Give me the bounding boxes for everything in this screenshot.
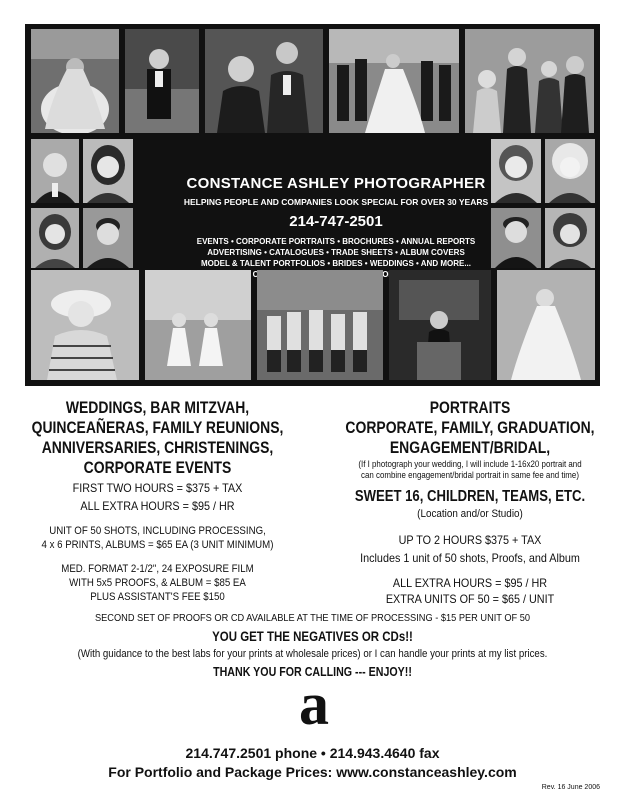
photo-wedding-party [329, 29, 459, 133]
weddings-heading-3: ANNIVERSARIES, CHRISTENINGS, [41, 438, 274, 457]
portraits-sweet16: SWEET 16, CHILDREN, TEAMS, ETC. [354, 488, 586, 505]
thank-you: THANK YOU FOR CALLING --- ENJOY!! [213, 664, 412, 679]
weddings-heading-2: QUINCEAÑERAS, FAMILY REUNIONS, [31, 418, 284, 437]
portraits-title: PORTRAITS [429, 398, 511, 417]
photo-team-group [257, 270, 383, 380]
portraits-extra-hours: ALL EXTRA HOURS = $95 / HR [392, 576, 548, 590]
photo-flower-girls [145, 270, 251, 380]
contact-line: 214.747.2501 phone • 214.943.4640 fax [185, 745, 440, 761]
revision-date: Rev. 16 June 2006 [541, 784, 600, 791]
business-name: CONSTANCE ASHLEY PHOTOGRAPHER [186, 175, 486, 192]
weddings-heading-1: WEDDINGS, BAR MITZVAH, [65, 398, 250, 417]
weddings-heading-4: CORPORATE EVENTS [83, 458, 232, 477]
portraits-includes: Includes 1 unit of 50 shots, Proofs, and Album [360, 551, 580, 565]
photo-headshot-woman-4 [545, 139, 595, 203]
photo-model-hat [31, 270, 139, 380]
portraits-subtitle-2: ENGAGEMENT/BRIDAL, [389, 438, 551, 457]
second-set-note: SECOND SET OF PROOFS OR CD AVAILABLE AT THE TIME OF PROCESSING - $15 PER UNIT OF 50 [94, 612, 531, 624]
photo-collage [25, 24, 600, 386]
photo-headshot-woman-2 [31, 208, 79, 268]
weddings-first-hours: FIRST TWO HOURS = $375 + TAX [72, 481, 243, 495]
photo-headshot-woman-5 [545, 208, 595, 268]
photo-corporate-group [465, 29, 594, 133]
photo-headshot-woman-1 [83, 139, 133, 203]
logo-letter: a [299, 680, 329, 730]
portraits-section [315, 398, 625, 607]
photo-bride-gown [497, 270, 595, 380]
portraits-subtitle-1: CORPORATE, FAMILY, GRADUATION, [345, 418, 595, 437]
guidance-note: (With guidance to the best labs for your prints at wholesale prices) or I can handle your prints at my list prices. [77, 648, 548, 660]
photo-headshot-man-2 [83, 208, 133, 268]
photo-speaker-podium [389, 270, 491, 380]
weddings-unit-1: UNIT OF 50 SHOTS, INCLUDING PROCESSING, [49, 525, 266, 537]
photo-headshot-man-1 [31, 139, 79, 203]
logo-mark [287, 680, 341, 730]
weddings-med-3: PLUS ASSISTANT'S FEE $150 [90, 591, 225, 603]
portraits-note-1: (If I photograph your wedding, I will include 1-16x20 portrait and [358, 459, 582, 469]
portfolio-line: For Portfolio and Package Prices: www.constanceashley.com [108, 764, 517, 780]
photo-businessmen [205, 29, 323, 133]
weddings-extra-hours: ALL EXTRA HOURS = $95 / HR [80, 499, 235, 513]
weddings-section [0, 398, 315, 604]
photo-bride-veil [31, 29, 119, 133]
header-phone: 214-747-2501 [289, 213, 383, 230]
portraits-up-to: UP TO 2 HOURS $375 + TAX [398, 533, 542, 547]
portraits-note-2: can combine engagement/bridal portrait in same fee and time) [361, 470, 579, 480]
photo-groom [125, 29, 199, 133]
negatives-note: YOU GET THE NEGATIVES OR CDs!! [212, 628, 413, 644]
tagline: HELPING PEOPLE AND COMPANIES LOOK SPECIAL FOR OVER 30 YEARS [183, 197, 489, 207]
weddings-unit-2: 4 x 6 PRINTS, ALBUMS = $65 EA (3 UNIT MINIMUM) [41, 539, 274, 551]
portraits-extra-units: EXTRA UNITS OF 50 = $65 / UNIT [385, 592, 555, 606]
weddings-med-2: WITH 5x5 PROOFS, & ALBUM = $85 EA [69, 577, 246, 589]
services-list: EVENTS • CORPORATE PORTRAITS • BROCHURES • ANNUAL REPORTS ADVERTISING • CATALOGUES • TRADE SHEETS • ALBUM COVERS MODEL & TALENT PORTFOLIOS • BRIDES • WEDDINGS • AND MORE... OF [196, 237, 476, 279]
portraits-location: (Location and/or Studio) [417, 508, 523, 520]
weddings-med-1: MED. FORMAT 2-1/2", 24 EXPOSURE FILM [61, 563, 254, 575]
